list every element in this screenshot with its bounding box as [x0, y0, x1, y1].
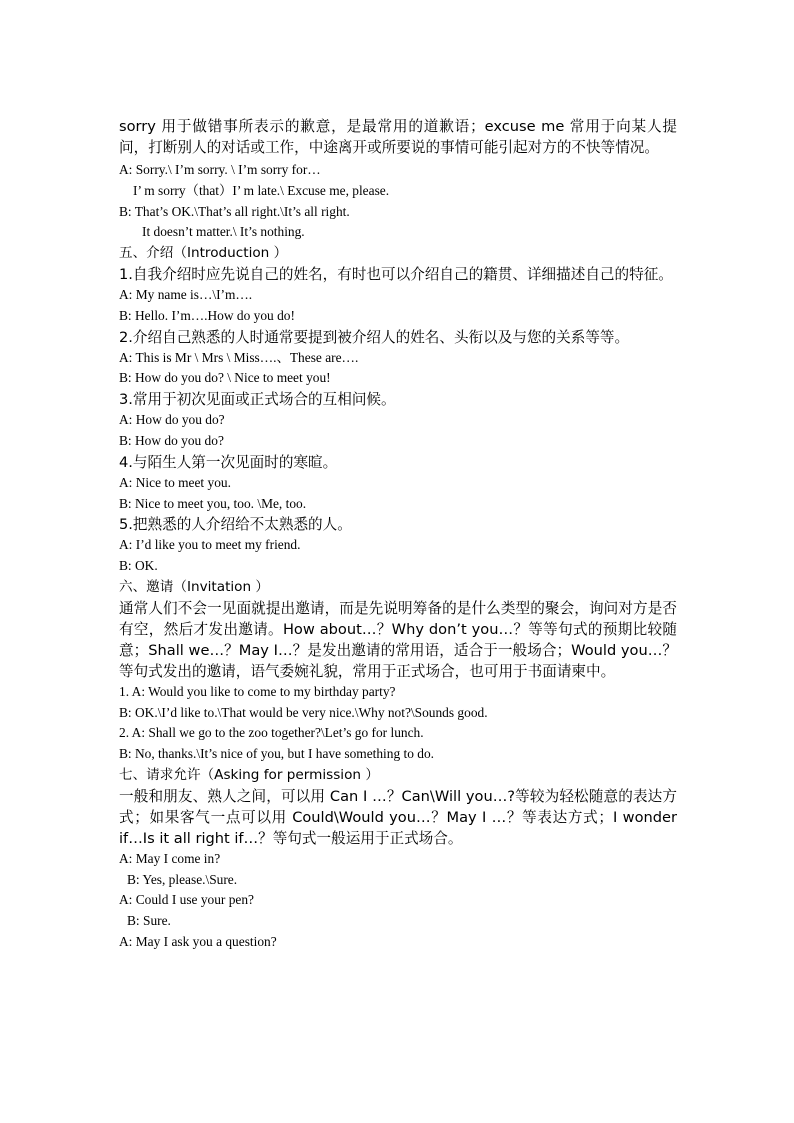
- invitation-example-2-b: B: No, thanks.\It’s nice of you, but I have something to do.: [119, 746, 435, 762]
- apology-line-a1: A: Sorry.\ I’m sorry. \ I’m sorry for…: [119, 162, 321, 177]
- introduction-point-4: 4.与陌生人第一次见面时的寒暄。: [119, 453, 338, 471]
- permission-intro: 一般和朋友、熟人之间，可以用 Can I …？Can\Will you…?等较为轻松随意的表达方式；如果客气一点可以用 Could\Would you…？May I …？等表达方式；I wonder if…Is it all right if…？等句式一般运用于正式场合。: [119, 787, 677, 847]
- introduction-point-3-a: A: How do you do?: [119, 412, 225, 428]
- permission-example-1-b: B: Yes, please.\Sure.: [127, 871, 238, 887]
- introduction-point-3: 3.常用于初次见面或正式场合的互相问候。: [119, 391, 396, 409]
- apology-line-a2: I’ m sorry（that）I’ m late.\ Excuse me, please.: [133, 182, 390, 198]
- introduction-point-2: 2.介绍自己熟悉的人时通常要提到被介绍人的姓名、头衔以及与您的关系等等。: [119, 328, 630, 346]
- introduction-point-3-b: B: How do you do?: [119, 432, 224, 448]
- introduction-point-5-a: A: I’d like you to meet my friend.: [119, 537, 301, 553]
- permission-example-3-a: A: May I ask you a question?: [119, 933, 277, 949]
- permission-example-2-b: B: Sure.: [127, 913, 171, 929]
- introduction-point-1-a: A: My name is…\I’m….: [119, 286, 253, 302]
- apology-line-b2: It doesn’t matter.\ It’s nothing.: [142, 224, 305, 240]
- document-page: [119, 116, 677, 953]
- introduction-point-2-b: B: How do you do? \ Nice to meet you!: [119, 370, 331, 386]
- apology-intro: sorry 用于做错事所表示的歉意，是最常用的道歉语；excuse me 常用于向某人提问，打断别人的对话或工作，中途离开或所要说的事情可能引起对方的不快等情况。: [119, 118, 677, 156]
- invitation-example-1-b: B: OK.\I’d like to.\That would be very nice.\Why not?\Sounds good.: [119, 704, 488, 720]
- invitation-example-1-a: 1. A: Would you like to come to my birthday party?: [119, 683, 396, 699]
- introduction-heading: 五、介绍（Introduction ）: [119, 245, 288, 262]
- permission-example-1-a: A: May I come in?: [119, 850, 221, 866]
- introduction-point-5-b: B: OK.: [119, 558, 158, 574]
- permission-example-2-a: A: Could I use your pen?: [119, 892, 254, 908]
- introduction-point-4-a: A: Nice to meet you.: [119, 474, 231, 490]
- introduction-point-1: 1.自我介绍时应先说自己的姓名，有时也可以介绍自己的籍贯、详细描述自己的特征。: [119, 265, 673, 283]
- apology-line-b1: B: That’s OK.\That’s all right.\It’s all right.: [119, 203, 350, 219]
- introduction-point-4-b: B: Nice to meet you, too. \Me, too.: [119, 495, 307, 511]
- invitation-heading: 六、邀请（Invitation ）: [119, 578, 270, 595]
- introduction-point-1-b: B: Hello. I’m….How do you do!: [119, 307, 295, 323]
- permission-heading: 七、请求允许（Asking for permission ）: [119, 766, 379, 783]
- introduction-point-5: 5.把熟悉的人介绍给不太熟悉的人。: [119, 516, 352, 534]
- invitation-intro: 通常人们不会一见面就提出邀请，而是先说明筹备的是什么类型的聚会，询问对方是否有空，然后才发出邀请。How about…？Why don’t you…？等等句式的预期比较随意；Shall we…？May I…？是发出邀请的常用语，适合于一般场合；Would you…？等句式发出的邀请，语气委婉礼貌，常用于正式场合，也可用于书面请柬中。: [119, 599, 677, 680]
- introduction-point-2-a: A: This is Mr \ Mrs \ Miss….、These are….: [119, 349, 359, 365]
- invitation-example-2-a: 2. A: Shall we go to the zoo together?\Let’s go for lunch.: [119, 725, 424, 741]
